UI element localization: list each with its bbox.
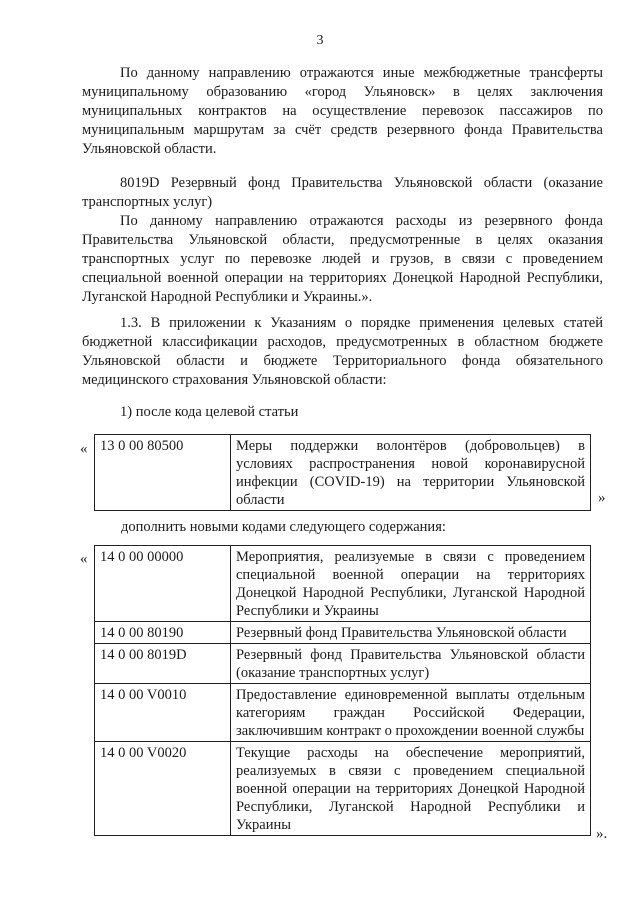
code-cell: 14 0 00 8019D [95, 644, 231, 684]
item-1: 1) после кода целевой статьи [120, 404, 299, 420]
code-cell: 14 0 00 80190 [95, 622, 231, 644]
heading-8019d: 8019D Резервный фонд Правительства Ульяновской области (оказание транспортных услуг) [82, 175, 603, 210]
desc-cell: Текущие расходы на обеспечение мероприятий, реализуемых в связи с проведением специальной военной операции на территориях Донецкой Народной Республики, Луганской Народной Республики и Украины [231, 742, 591, 836]
table-row [95, 435, 591, 511]
table-row [95, 742, 591, 836]
codes-table-1 [94, 434, 591, 511]
table-row [95, 622, 591, 644]
desc-cell: Предоставление единовременной выплаты отдельным категориям граждан Российской Федерации, заключившим контракт о прохождении военной службы [231, 684, 591, 742]
open-quote-1: « [80, 441, 88, 457]
code-cell: 14 0 00 V0010 [95, 684, 231, 742]
code-cell: 14 0 00 V0020 [95, 742, 231, 836]
close-quote-2: ». [596, 826, 608, 842]
close-quote-1: » [598, 490, 606, 506]
supplement-text: дополнить новыми кодами следующего содержания: [121, 519, 446, 535]
table-row [95, 644, 591, 684]
page-number: 3 [316, 33, 324, 48]
table-row [95, 684, 591, 742]
desc-cell: Резервный фонд Правительства Ульяновской области [231, 622, 591, 644]
code-cell: 14 0 00 00000 [95, 546, 231, 622]
paragraph-transfers: По данному направлению отражаются иные межбюджетные трансферты муниципальному образованию «город Ульяновск» в целях заключения муниципальных контрактов на осуществление перевозок пассажиров по муниципальным маршрутам за счёт средств резервного фонда Правительства Ульяновской области. [82, 65, 603, 157]
codes-table-2 [94, 545, 591, 836]
table-row [95, 546, 591, 622]
paragraph-1-3: 1.3. В приложении к Указаниям о порядке применения целевых статей бюджетной классификации расходов, предусмотренных в областном бюджете Ульяновской области и бюджете Территориального фонда обязательного медицинского страхования Ульяновской области: [82, 315, 603, 388]
desc-cell: Резервный фонд Правительства Ульяновской области (оказание транспортных услуг) [231, 644, 591, 684]
desc-cell: Мероприятия, реализуемые в связи с проведением специальной военной операции на территориях Донецкой Народной Республики, Луганской Народной Республики и Украины [231, 546, 591, 622]
open-quote-2: « [80, 551, 88, 567]
paragraph-reserve-fund: По данному направлению отражаются расходы из резервного фонда Правительства Ульяновской области, предусмотренные в целях оказания транспортных услуг по перевозке людей и грузов, в связи с проведением специальной военной операции на территориях Донецкой Народной Республики, Луганской Народной Республики и Украины.». [82, 213, 603, 305]
desc-cell: Меры поддержки волонтёров (добровольцев) в условиях распространения новой коронавирусной инфекции (COVID-19) на территории Ульяновской области [231, 435, 591, 511]
code-cell: 13 0 00 80500 [95, 435, 231, 511]
